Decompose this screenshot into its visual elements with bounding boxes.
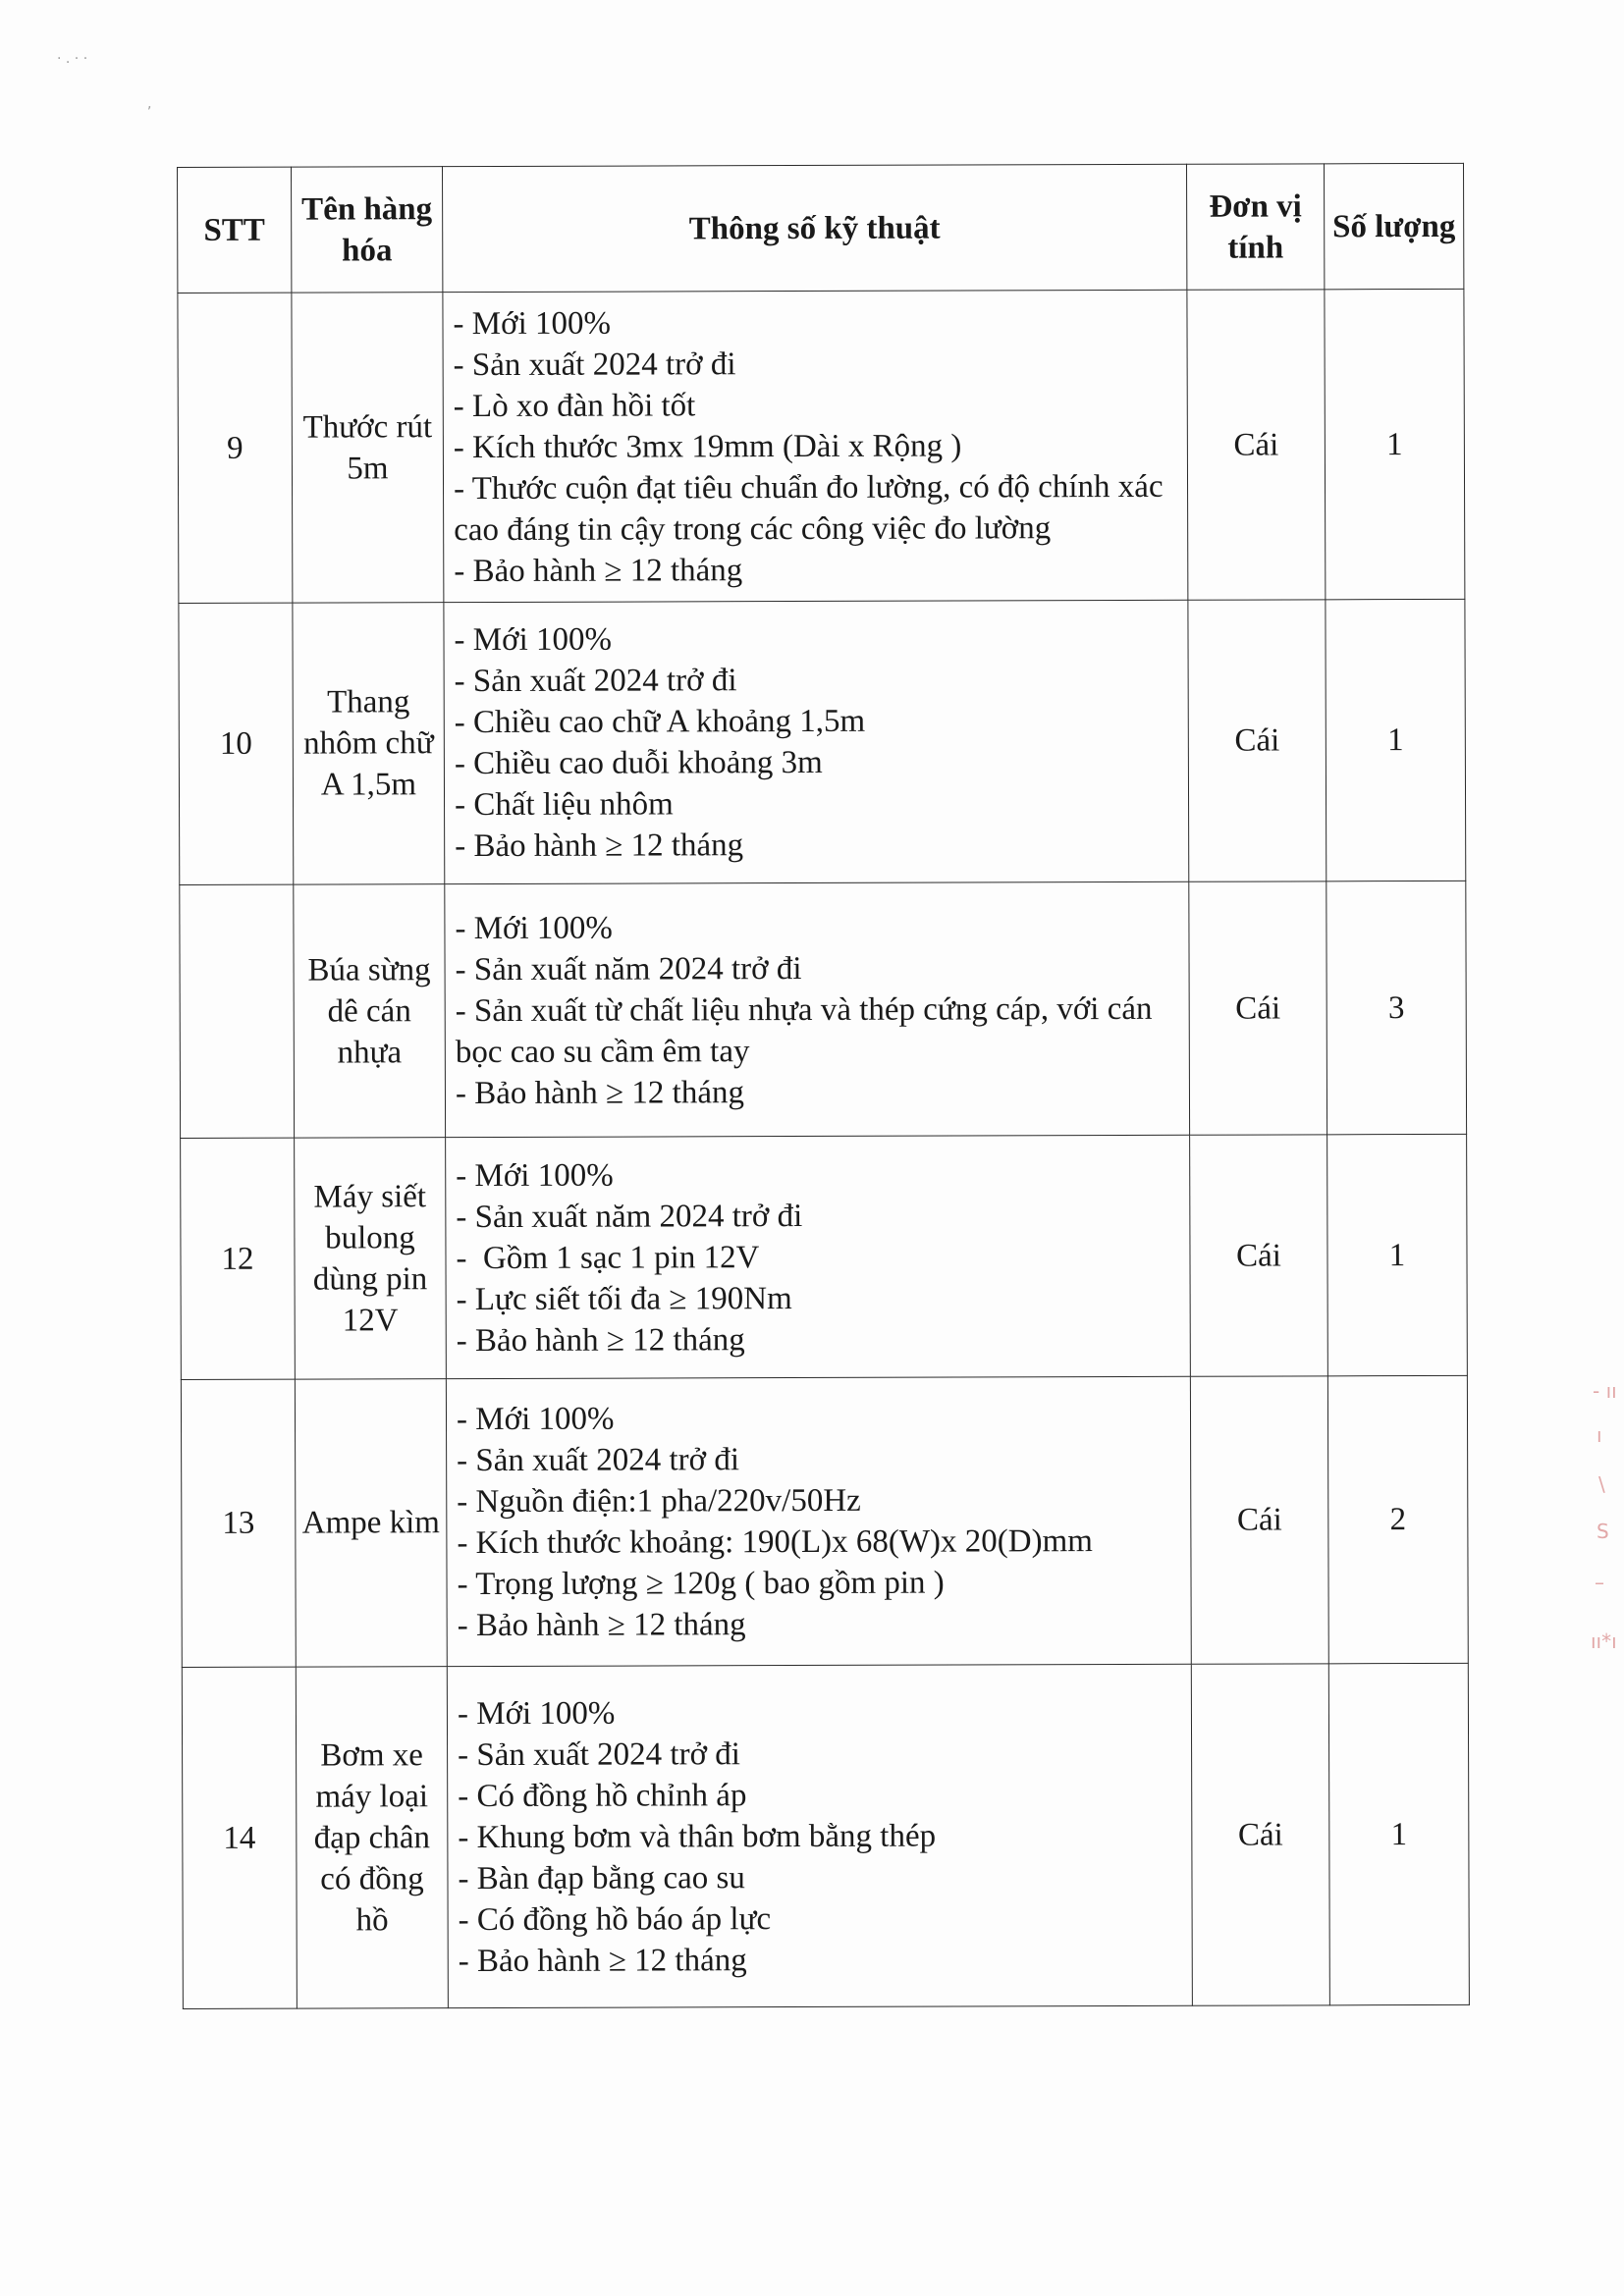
row-quantity: 2: [1327, 1375, 1468, 1663]
row-specification: [446, 1135, 1191, 1378]
row-stt: 10: [179, 603, 294, 884]
technical-spec-table: [177, 163, 1470, 2009]
spec-line: - Sản xuất năm 2024 trở đi: [455, 950, 802, 988]
row-quantity: 3: [1326, 881, 1467, 1134]
row-unit: Cái: [1189, 881, 1327, 1135]
stamp-fragment: - ıı: [1593, 1379, 1617, 1403]
row-unit: Cái: [1187, 290, 1326, 600]
row-item-name: Máy siết bulong dùng pin 12V: [295, 1138, 447, 1379]
row-item-name: Thang nhôm chữ A 1,5m: [293, 603, 445, 884]
table-row: [179, 599, 1466, 884]
table-row: [182, 1663, 1469, 2008]
header-unit: Đơn vị tính: [1186, 164, 1324, 290]
spec-line: - Có đồng hồ chỉnh áp: [458, 1777, 747, 1814]
spec-line: - Sản xuất năm 2024 trở đi: [456, 1198, 803, 1235]
spec-line: - Mới 100%: [453, 305, 612, 342]
row-stt: [180, 884, 295, 1138]
spec-line: - Sản xuất 2024 trở đi: [458, 1735, 740, 1773]
scan-artifact: ,: [147, 96, 152, 112]
spec-line: - Trọng lượng ≥ 120g ( bao gồm pin ): [457, 1565, 945, 1603]
table-row: [178, 289, 1465, 603]
table-row: [181, 1134, 1468, 1379]
row-specification: [444, 600, 1189, 883]
stamp-fragment: ı: [1597, 1423, 1602, 1447]
row-item-name: Búa sừng dê cán nhựa: [294, 884, 446, 1138]
spec-line: - Bảo hành ≥ 12 tháng: [454, 552, 743, 589]
row-stt: 12: [181, 1138, 296, 1379]
header-stt: STT: [178, 167, 292, 293]
spec-line: - Sản xuất từ chất liệu nhựa và thép cứng cáp, với cán bọc cao su cầm êm tay: [455, 990, 1161, 1070]
row-specification: [445, 881, 1190, 1137]
table-body: [178, 289, 1469, 2008]
row-stt: 9: [178, 293, 293, 603]
spec-line: - Mới 100%: [457, 1695, 616, 1732]
stamp-fragment: \: [1598, 1472, 1605, 1496]
spec-line: - Bảo hành ≥ 12 tháng: [458, 1942, 747, 1979]
spec-line: - Mới 100%: [455, 910, 613, 946]
spec-line: - Bàn đạp bằng cao su: [458, 1859, 745, 1896]
spec-line: - Mới 100%: [454, 621, 613, 659]
spec-line: - Có đồng hồ báo áp lực: [458, 1900, 772, 1938]
spec-line: - Nguồn điện:1 pha/220v/50Hz: [457, 1482, 861, 1521]
stamp-fragment: S: [1597, 1520, 1609, 1543]
spec-line: - Kích thước khoảng: 190(L)x 68(W)x 20(D)mm: [457, 1523, 1093, 1562]
stamp-fragment: ıı*ı: [1591, 1629, 1617, 1653]
row-specification: [447, 1664, 1192, 2007]
spec-line: - Mới 100%: [456, 1401, 615, 1438]
row-item-name: Bơm xe máy loại đạp chân có đồng hồ: [296, 1667, 448, 2008]
spec-line: - Gồm 1 sạc 1 pin 12V: [456, 1239, 760, 1276]
spec-line: - Bảo hành ≥ 12 tháng: [455, 828, 744, 865]
spec-line: - Sản xuất 2024 trở đi: [453, 346, 736, 383]
row-quantity: 1: [1326, 599, 1466, 881]
spec-line: - Kích thước 3mx 19mm (Dài x Rộng ): [453, 427, 962, 465]
spec-line: - Chất liệu nhôm: [454, 786, 674, 824]
table-row: [181, 1375, 1468, 1667]
header-quantity: Số lượng: [1324, 163, 1463, 289]
row-stt: 14: [182, 1667, 297, 2008]
table-header-row: [178, 163, 1464, 293]
row-specification: [443, 290, 1188, 602]
spec-line: - Lực siết tối đa ≥ 190Nm: [456, 1280, 792, 1317]
spec-line: - Chiều cao duỗi khoảng 3m: [454, 744, 823, 782]
spec-line: - Khung bơm và thân bơm bằng thép: [458, 1818, 937, 1855]
header-item-name: Tên hàng hóa: [292, 167, 443, 293]
spec-line: - Bảo hành ≥ 12 tháng: [457, 1607, 746, 1644]
row-unit: Cái: [1190, 1376, 1328, 1664]
spec-line: - Sản xuất 2024 trở đi: [457, 1442, 740, 1479]
row-stt: 13: [181, 1379, 296, 1667]
row-quantity: 1: [1327, 1134, 1468, 1375]
spec-line: - Lò xo đàn hồi tốt: [453, 387, 696, 424]
row-unit: Cái: [1188, 600, 1326, 881]
row-item-name: Thước rút 5m: [292, 293, 444, 603]
row-item-name: Ampe kìm: [295, 1379, 447, 1667]
spec-line: - Thước cuộn đạt tiêu chuẩn đo lường, có độ chính xác cao đáng tin cậy trong các công việc đo lường: [453, 468, 1171, 548]
row-specification: [446, 1376, 1191, 1666]
spec-line: - Chiều cao chữ A khoảng 1,5m: [454, 703, 866, 741]
table-row: [180, 881, 1467, 1138]
spec-line: - Sản xuất 2024 trở đi: [454, 663, 737, 700]
header-specification: Thông số kỹ thuật: [443, 164, 1187, 292]
spec-line: - Bảo hành ≥ 12 tháng: [456, 1321, 745, 1359]
stamp-fragment: –: [1595, 1571, 1604, 1594]
spec-line: - Mới 100%: [456, 1157, 614, 1194]
spec-line: - Bảo hành ≥ 12 tháng: [455, 1074, 745, 1111]
row-unit: Cái: [1190, 1135, 1328, 1376]
row-quantity: 1: [1328, 1663, 1469, 2004]
scan-artifact: · . · ·: [57, 51, 88, 67]
row-unit: Cái: [1191, 1664, 1329, 2005]
row-quantity: 1: [1325, 289, 1465, 599]
